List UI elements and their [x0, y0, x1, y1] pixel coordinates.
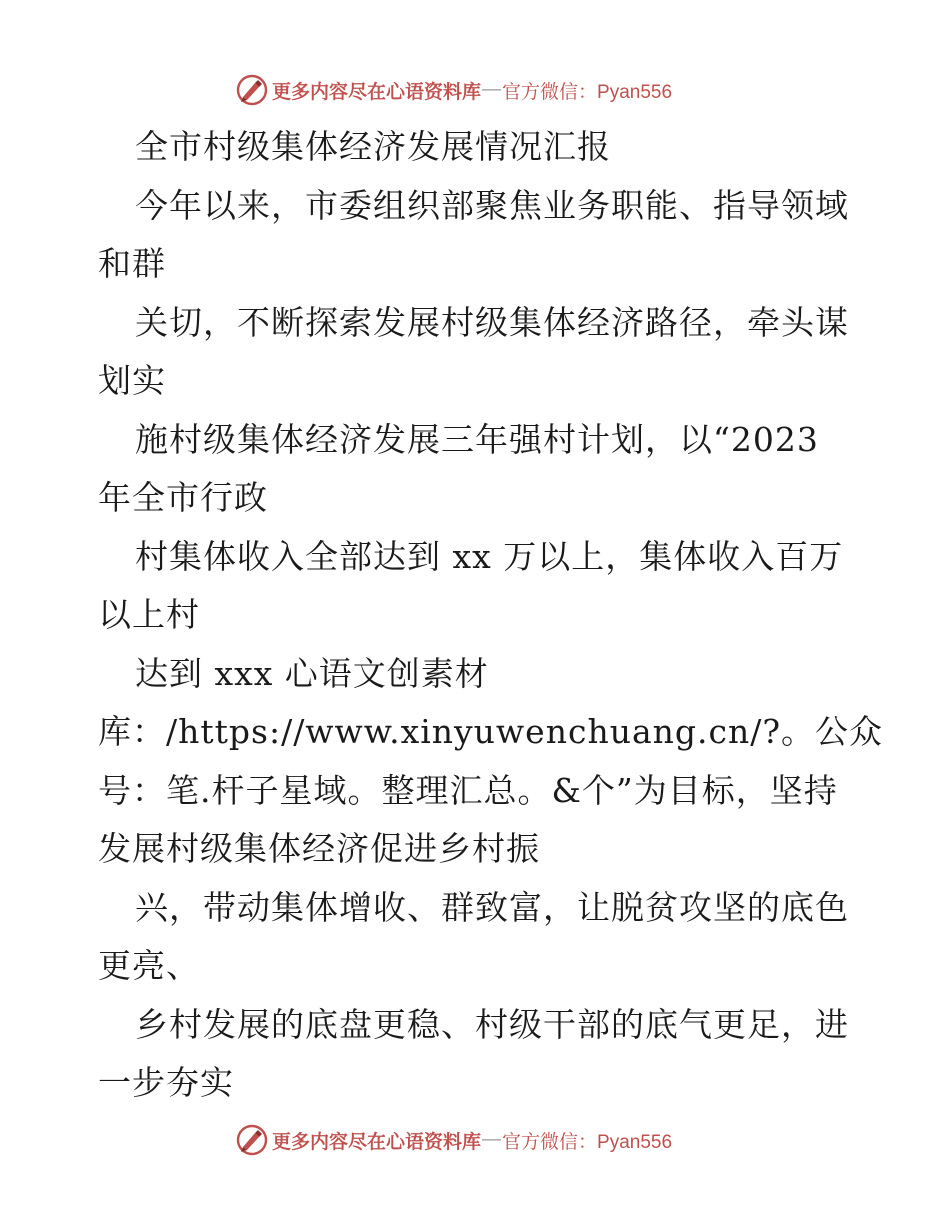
body-text-line: 发展村级集体经济促进乡村振 — [98, 829, 540, 868]
body-text-line: 更亮、 — [98, 946, 200, 985]
header-watermark-banner — [236, 73, 716, 107]
body-text-line: 乡村发展的底盘更稳、村级干部的底气更足，进 — [135, 1004, 849, 1044]
document-title: 全市村级集体经济发展情况汇报 — [135, 127, 611, 166]
banner-dash: — — [482, 1129, 502, 1150]
banner-wechat-text: 官方微信：Pyan556 — [502, 1131, 673, 1153]
body-text-line: 划实 — [98, 361, 166, 400]
banner-dash: — — [482, 79, 502, 100]
pen-logo-icon — [236, 1124, 268, 1156]
body-text-line: 以上村 — [98, 595, 200, 634]
banner-wechat-text: 官方微信：Pyan556 — [502, 81, 673, 103]
body-text-line: 库：/https://www.xinyuwenchuang.cn/?。公众 — [98, 712, 884, 751]
body-text-line: 一步夯实 — [98, 1063, 234, 1102]
body-text-line: 今年以来，市委组织部聚焦业务职能、指导领域 — [135, 185, 849, 225]
body-text-line: 兴，带动集体增收、群致富，让脱贫攻坚的底色 — [135, 887, 849, 927]
banner-main-text: 更多内容尽在心语资料库 — [272, 1130, 482, 1153]
document-body — [98, 118, 884, 1113]
body-text-line: 和群 — [98, 244, 166, 283]
body-text-line: 年全市行政 — [98, 478, 268, 517]
body-text-line: 达到 xxx 心语文创素材 — [135, 653, 489, 693]
body-text-line: 关切，不断探索发展村级集体经济路径，牵头谋 — [135, 302, 849, 342]
footer-watermark-banner — [236, 1123, 716, 1157]
body-text-line: 号：笔.杆子星域。整理汇总。&个”为目标，坚持 — [98, 770, 838, 810]
banner-main-text: 更多内容尽在心语资料库 — [272, 80, 482, 103]
body-text-line: 施村级集体经济发展三年强村计划，以“2023 — [135, 419, 819, 459]
body-text-line: 村集体收入全部达到 xx 万以上，集体收入百万 — [135, 536, 844, 576]
pen-logo-icon — [236, 74, 268, 106]
